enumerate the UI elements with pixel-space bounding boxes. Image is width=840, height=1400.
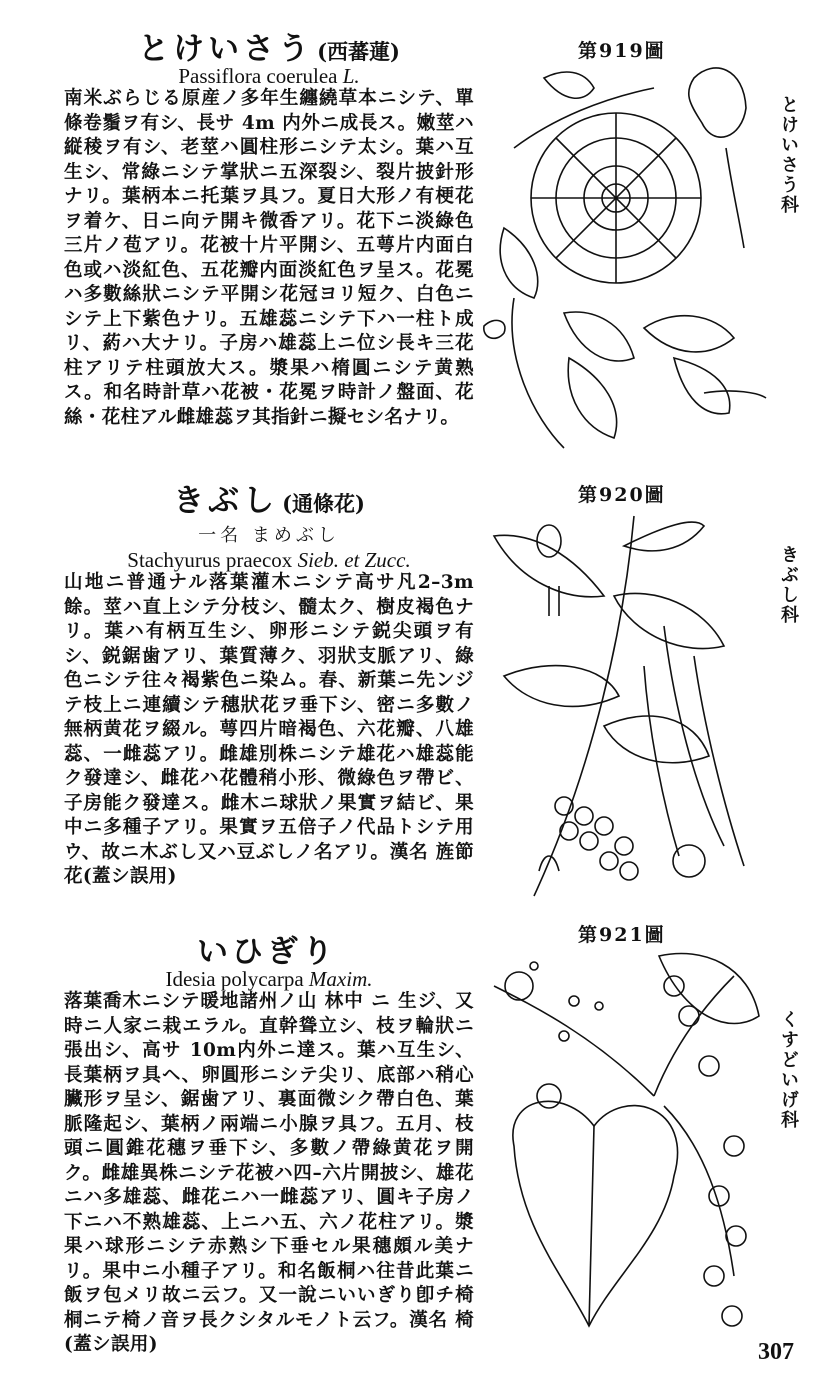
figure-number: 第919圖: [578, 40, 666, 62]
page-number: 307: [758, 1339, 794, 1365]
description-text: 山地ニ普通ナル落葉灌木ニシテ高サ凡2–3m餘。莖ハ直上シテ分枝シ、髓太ク、樹皮褐色ナリ。葉ハ有柄互生シ、卵形ニシテ鋭尖頭ヲ有シ、鋭鋸歯アリ、葉質薄ク、羽狀支脈アリ、綠色ニシテ往々褐紫色ニ染ム。春、新葉ニ先ンジテ枝上ニ連續シテ穗狀花ヲ垂下シ、密ニ多數ノ無柄黄花ヲ綴ル。萼四片暗褐色、六花瓣、八雄蕊、一雌蕊アリ。雌雄別株ニシテ雄花ハ雄蕊能ク發達シ、雌花ハ花體稍小形、微綠色ヲ帶ビ、子房能ク發達ス。雌木ニ球狀ノ果實ヲ結ビ、果中ニ多種子アリ。果實ヲ五倍子ノ代品トシテ用ウ、故ニ木ぶし又ハ豆ぶしノ名アリ。漢名 旌節花(蓋シ誤用): [64, 572, 474, 888]
japanese-name: きぶし: [173, 483, 279, 519]
family-name: くすどいげ科: [778, 1010, 799, 1130]
entry-title: [64, 483, 474, 519]
kanji-name: (通條花): [282, 491, 365, 516]
latin-name: Idesia polycarpa Maxim.: [165, 967, 373, 991]
latin-name: Stachyurus praecox Sieb. et Zucc.: [127, 548, 411, 572]
family-name: とけいさう科: [778, 95, 799, 215]
latin-name: Passiflora coerulea L.: [178, 64, 360, 88]
description-text: 南米ぶらじる原産ノ多年生纏繞草本ニシテ、單條卷鬚ヲ有シ、長サ 4m 内外ニ成長ス。嫩莖ハ縦稜ヲ有シ、老莖ハ圓柱形ニシテ太シ。葉ハ互生シ、常綠ニシテ掌狀ニ五深裂シ、裂片披針形ナリ。葉柄本ニ托葉ヲ具フ。夏日大形ノ有梗花ヲ着ケ、日ニ向テ開キ微香アリ。花下ニ淡綠色三片ノ苞アリ。花被十片平開シ、五萼片内面白色或ハ淡紅色、五花瓣内面淡紅色ヲ呈ス。花冕ハ多數絲狀ニシテ平開シ花冠ヨリ短ク、白色ニシテ上下紫色ナリ。五雄蕊ニシテ下ハ一柱ト成リ、葯ハ大ナリ。子房ハ雄蕊上ニ位シ長キ三花柱アリテ柱頭放大ス。漿果ハ楕圓ニシテ黄熟ス。和名時計草ハ花被・花冕ヲ時計ノ盤面、花絲・花柱アル雌雄蕊ヲ其指針ニ擬セシ名ナリ。: [64, 88, 474, 428]
alternate-name: 一名 まめぶし: [198, 525, 340, 546]
entry-title: [64, 31, 474, 67]
entry-idesia: [64, 934, 474, 1358]
stachyurus-illustration: [474, 506, 774, 906]
entry-passiflora: [64, 31, 474, 430]
japanese-name: とけいさう: [138, 31, 314, 67]
figure-number: 第920圖: [578, 484, 666, 506]
idesia-illustration: [474, 946, 774, 1346]
entry-stachyurus: [64, 483, 474, 890]
figure-number: 第921圖: [578, 924, 666, 946]
description-text: 落葉喬木ニシテ暖地諸州ノ山 林中 ニ 生ジ、又時ニ人家ニ栽エラル。直幹聳立シ、枝ヲ輪狀ニ張出シ、高サ 10m内外ニ達ス。葉ハ互生シ、長葉柄ヲ具ヘ、卵圓形ニシテ尖リ、底部ハ稍心臟形ヲ呈シ、鋸歯アリ、裏面微シク帶白色、葉脈隆起シ、葉柄ノ兩端ニ小腺ヲ具フ。五月、枝頭ニ圓錐花穗ヲ垂下シ、多數ノ帶綠黄花ヲ開ク。雌雄異株ニシテ花被ハ四–六片開披シ、雄花ニハ多雄蕊、雌花ニハ一雌蕊アリ、圓キ子房ノ下ニハ不熟雄蕊、上ニハ五、六ノ花柱アリ。漿果ハ球形ニシテ赤熟シ下垂セル果穗頗ル美ナリ。果中ニ小種子アリ。和名飯桐ハ往昔此葉ニ飯ヲ包メリ故ニ云フ。又一說ニいいぎり卽チ椅桐ニテ椅ノ音ヲ長クシタルモノト云フ。漢名 椅(蓋シ誤用): [64, 991, 474, 1356]
kanji-name: (西蕃蓮): [317, 39, 400, 64]
family-name: きぶし科: [778, 545, 799, 625]
japanese-name: いひぎり: [197, 934, 337, 970]
entry-title: [64, 934, 474, 970]
passiflora-illustration: [474, 58, 774, 458]
